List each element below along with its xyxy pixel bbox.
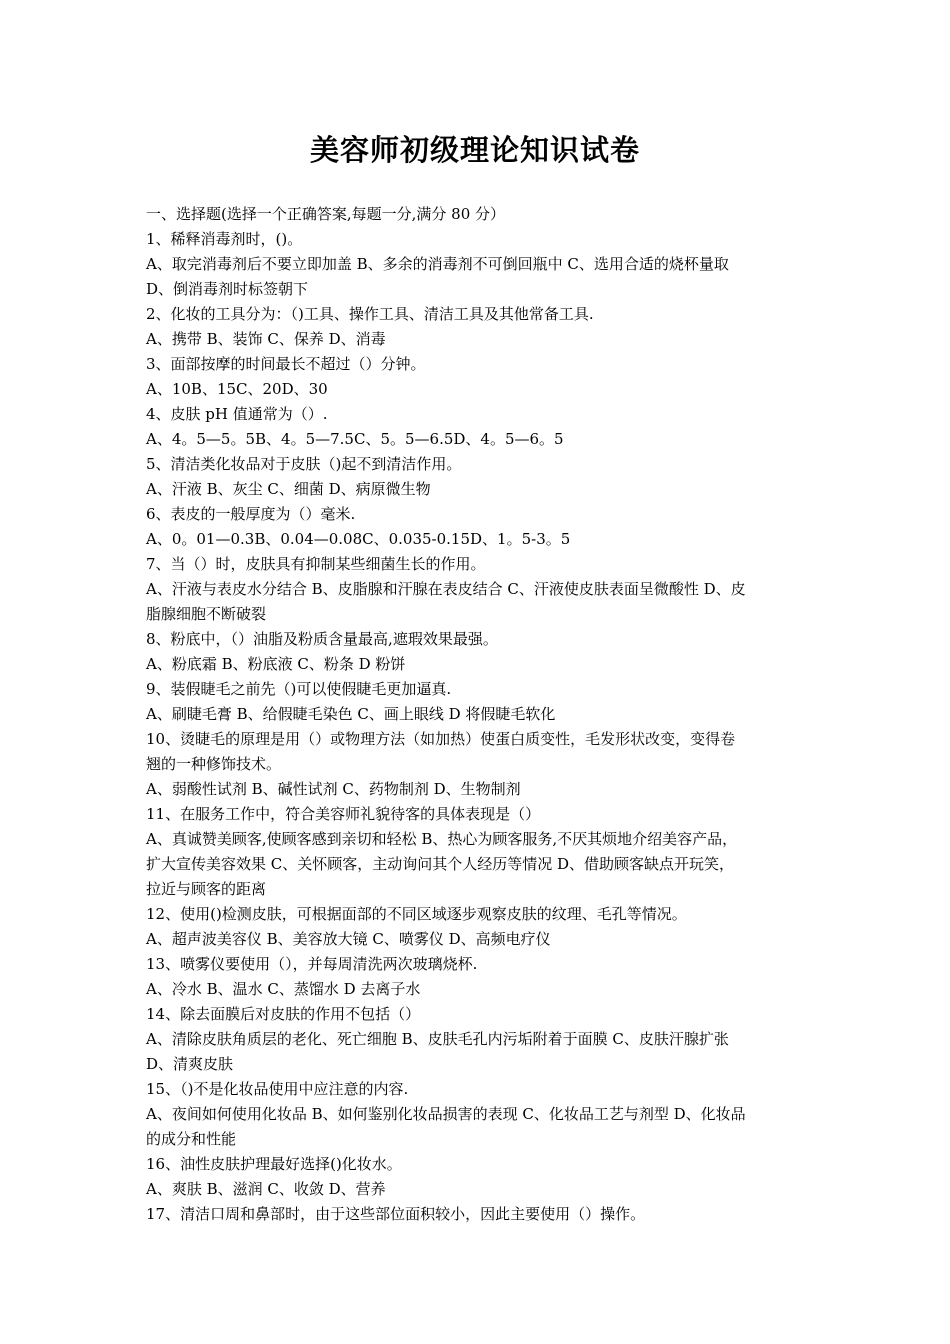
text-line: 7、当（）时，皮肤具有抑制某些细菌生长的作用。	[146, 555, 486, 573]
text-line: A、10B、15C、20D、30	[146, 380, 328, 398]
text-line: A、冷水 B、温水 C、蒸馏水 D 去离子水	[146, 980, 421, 998]
text-line: 4、皮肤 pH 值通常为（）.	[146, 405, 328, 423]
document-title: 美容师初级理论知识试卷	[309, 133, 640, 167]
text-line: A、4。5—5。5B、4。5—7.5C、5。5—6.5D、4。5—6。5	[146, 430, 564, 448]
text-line: 3、面部按摩的时间最长不超过（）分钟。	[146, 355, 426, 373]
text-line: 2、化妆的工具分为：（)工具、操作工具、清洁工具及其他常备工具.	[146, 305, 594, 323]
text-line: 拉近与顾客的距离	[146, 880, 267, 898]
text-line: 14、除去面膜后对皮肤的作用不包括（）	[146, 1005, 421, 1023]
text-line: A、夜间如何使用化妆品 B、如何鉴别化妆品损害的表现 C、化妆品工艺与剂型 D、化妆品	[146, 1105, 746, 1123]
text-line: 10、烫睫毛的原理是用（）或物理方法（如加热）使蛋白质变性，毛发形状改变，变得卷	[146, 730, 736, 748]
text-line: 扩大宣传美容效果 C、关怀顾客，主动询问其个人经历等情况 D、借助顾客缺点开玩笑，	[146, 855, 735, 873]
text-line: 15、（)不是化妆品使用中应注意的内容.	[146, 1080, 409, 1098]
text-line: D、倒消毒剂时标签朝下	[146, 280, 309, 298]
text-line: 翘的一种修饰技术。	[146, 755, 282, 773]
text-line: A、刷睫毛膏 B、给假睫毛染色 C、画上眼线 D 将假睫毛软化	[146, 705, 556, 723]
text-line: A、0。01—0.3B、0.04—0.08C、0.035-0.15D、1。5-3。5	[146, 530, 571, 548]
text-line: D、清爽皮肤	[146, 1055, 234, 1073]
text-line: 脂腺细胞不断破裂	[146, 605, 267, 623]
document-body	[146, 202, 806, 1227]
text-line: A、爽肤 B、滋润 C、收敛 D、营养	[146, 1180, 386, 1198]
text-line: 12、使用()检测皮肤，可根据面部的不同区域逐步观察皮肤的纹理、毛孔等情况。	[146, 905, 687, 923]
text-line: 9、装假睫毛之前先（)可以使假睫毛更加逼真.	[146, 680, 452, 698]
text-line: A、弱酸性试剂 B、碱性试剂 C、药物制剂 D、生物制剂	[146, 780, 521, 798]
text-line: 1、稀释消毒剂时，()。	[146, 230, 303, 248]
text-line: 17、清洁口周和鼻部时，由于这些部位面积较小，因此主要使用（）操作。	[146, 1205, 646, 1223]
text-line: 11、在服务工作中，符合美容师礼貌待客的具体表现是（）	[146, 805, 541, 823]
text-line: A、超声波美容仪 B、美容放大镜 C、喷雾仪 D、高频电疗仪	[146, 930, 551, 948]
text-line: 的成分和性能	[146, 1130, 237, 1148]
text-line: A、携带 B、装饰 C、保养 D、消毒	[146, 330, 386, 348]
text-line: A、粉底霜 B、粉底液 C、粉条 D 粉饼	[146, 655, 406, 673]
text-line: 6、表皮的一般厚度为（）毫米.	[146, 505, 356, 523]
text-line: 8、粉底中，（）油脂及粉质含量最高,遮瑕效果最强。	[146, 630, 498, 648]
text-line: A、汗液与表皮水分结合 B、皮脂腺和汗腺在表皮结合 C、汗液使皮肤表面呈微酸性 D、皮	[146, 580, 746, 598]
text-line: 一、选择题(选择一个正确答案,每题一分,满分 80 分）	[146, 205, 506, 223]
text-line: A、清除皮肤角质层的老化、死亡细胞 B、皮肤毛孔内污垢附着于面膜 C、皮肤汗腺扩张	[146, 1030, 729, 1048]
text-line: 13、喷雾仪要使用（），并每周清洗两次玻璃烧杯.	[146, 955, 478, 973]
text-line: A、取完消毒剂后不要立即加盖 B、多余的消毒剂不可倒回瓶中 C、选用合适的烧杯量取	[146, 255, 729, 273]
text-line: 16、油性皮肤护理最好选择()化妆水。	[146, 1155, 402, 1173]
text-line: A、汗液 B、灰尘 C、细菌 D、病原微生物	[146, 480, 431, 498]
text-line: 5、清洁类化妆品对于皮肤（)起不到清洁作用。	[146, 455, 462, 473]
text-line: A、真诚赞美顾客,使顾客感到亲切和轻松 B、热心为顾客服务,不厌其烦地介绍美容产品，	[146, 830, 738, 848]
